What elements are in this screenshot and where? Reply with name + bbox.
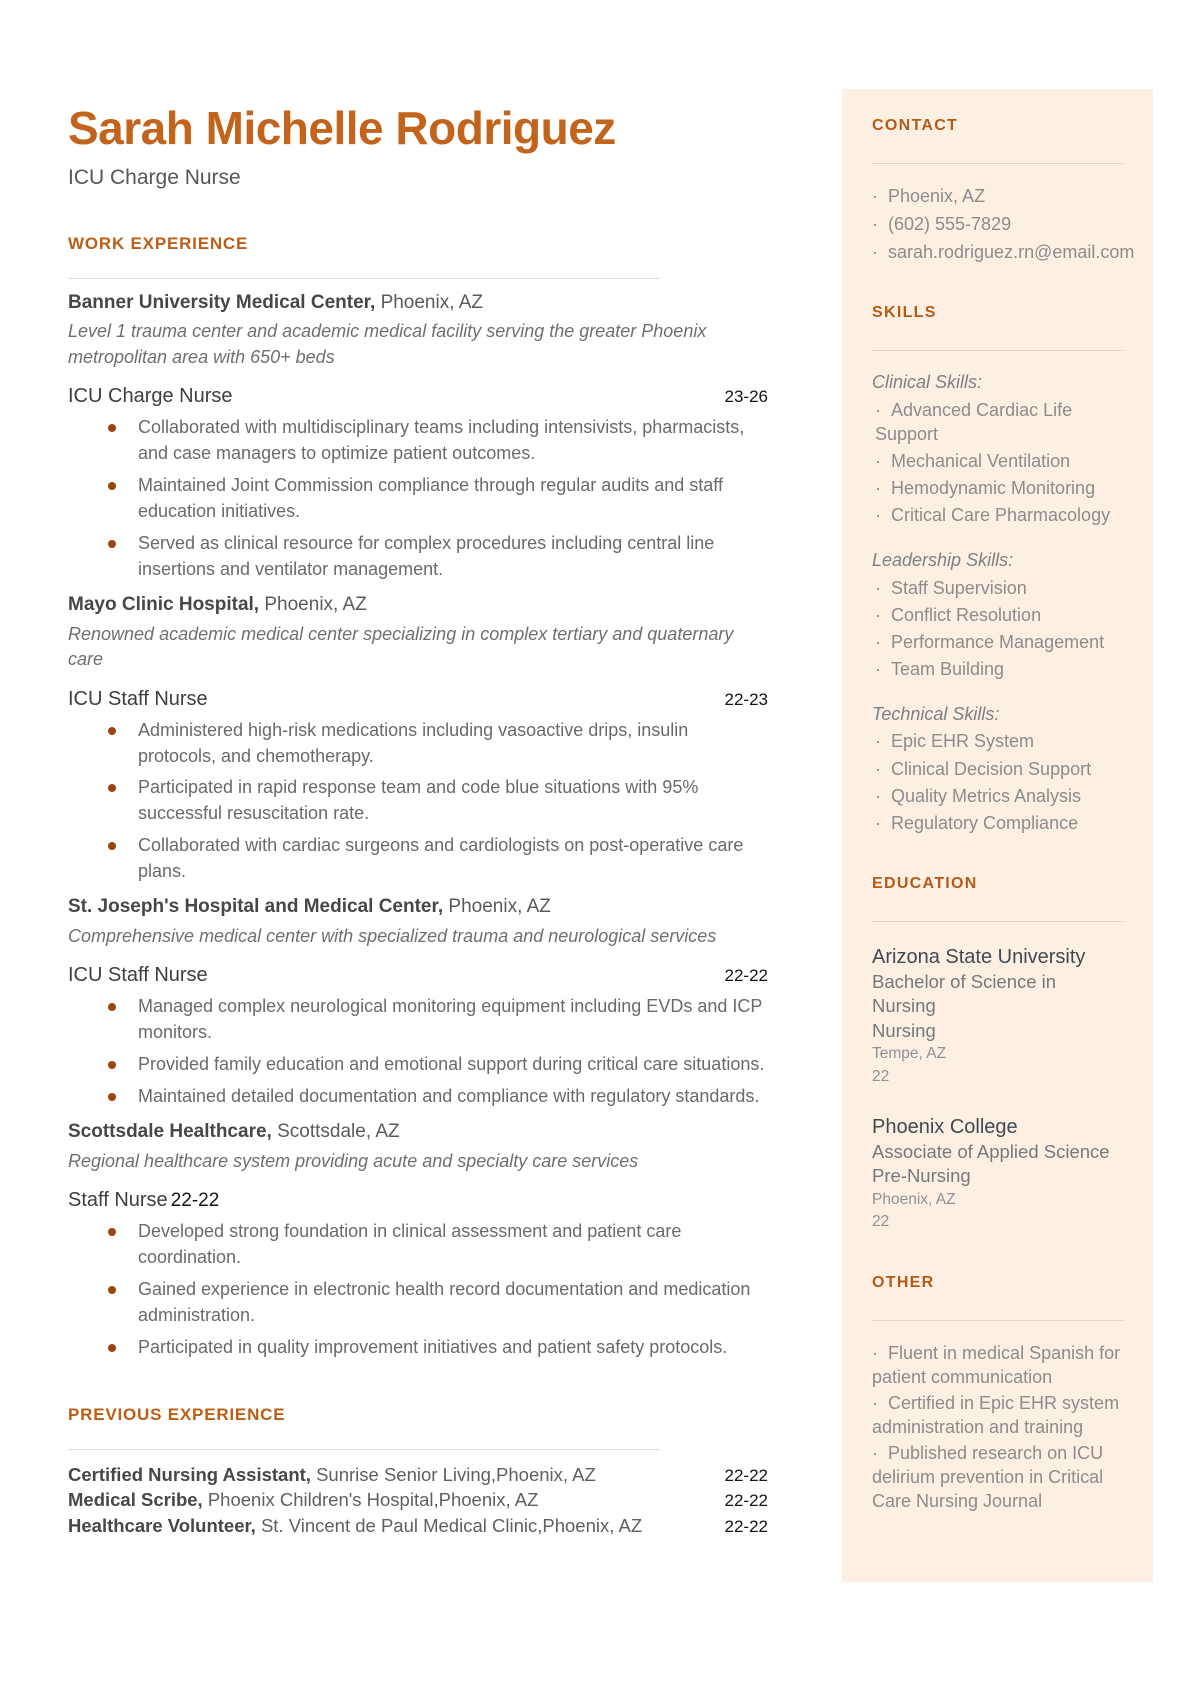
job-title-row: [68, 384, 768, 409]
skill-item: · Hemodynamic Monitoring: [872, 476, 1123, 500]
other-item: · Published research on ICU delirium prevention in Critical Care Nursing Journal: [872, 1441, 1123, 1513]
job-bullet: Participated in quality improvement initiatives and patient safety protocols.: [68, 1335, 768, 1361]
previous-experience-list: [68, 1462, 768, 1539]
job-bullet: Maintained detailed documentation and compliance with regulatory standards.: [68, 1084, 768, 1110]
skill-group-clinical: [872, 371, 1123, 527]
job-title-row: [68, 687, 768, 712]
skill-item: · Staff Supervision: [872, 576, 1123, 600]
previous-org: Phoenix Children's Hospital,Phoenix, AZ: [207, 1489, 539, 1511]
school-name: Arizona State University: [872, 945, 1086, 968]
company-description: Level 1 trauma center and academic medical facility serving the greater Phoenix metropolitan area with 650+ beds: [68, 321, 707, 367]
skill-item: · Team Building: [872, 657, 1123, 681]
section-divider: [68, 278, 660, 279]
company-location: Scottsdale, AZ: [277, 1120, 400, 1142]
previous-org: St. Vincent de Paul Medical Clinic,Phoenix, AZ: [260, 1514, 643, 1536]
company-description: Comprehensive medical center with specialized trauma and neurological services: [68, 925, 717, 946]
company-location: Phoenix, AZ: [264, 593, 367, 615]
contact-phone: · (602) 555-7829: [872, 212, 1123, 236]
job-dates: 22-22: [170, 1190, 220, 1212]
skill-item: · Regulatory Compliance: [872, 811, 1123, 835]
company-name: Mayo Clinic Hospital,: [68, 593, 260, 615]
job-role: ICU Staff Nurse: [68, 687, 208, 710]
other-heading: OTHER: [872, 1273, 935, 1291]
skills-heading: SKILLS: [872, 304, 937, 322]
sidebar-divider: [872, 1320, 1123, 1321]
previous-experience-row: [68, 1513, 768, 1539]
job-bullet: Maintained Joint Commission compliance through regular audits and staff education initiatives.: [68, 473, 768, 525]
company-location: Phoenix, AZ: [380, 291, 484, 313]
job-bullet: Participated in rapid response team and code blue situations with 95% successful resuscitation rate.: [68, 775, 768, 827]
education-heading: EDUCATION: [872, 874, 978, 892]
section-divider: [68, 1449, 660, 1450]
job-role: Staff Nurse: [68, 1189, 168, 1212]
job-bullet: Gained experience in electronic health record documentation and medication administration.: [68, 1277, 768, 1329]
job-entry: [68, 593, 768, 885]
company-description: Regional healthcare system providing acute and specialty care services: [68, 1150, 639, 1171]
main-column: [68, 0, 768, 1538]
school-location: Phoenix, AZ: [872, 1190, 956, 1208]
contact-email: · sarah.rodriguez.rn@email.com: [872, 240, 1123, 264]
skill-item: · Conflict Resolution: [872, 603, 1123, 627]
company-line: [68, 895, 768, 920]
skill-item: · Clinical Decision Support: [872, 757, 1123, 781]
job-bullet: Managed complex neurological monitoring equipment including EVDs and ICP monitors.: [68, 994, 768, 1046]
work-experience-heading: WORK EXPERIENCE: [68, 233, 249, 253]
previous-dates: 22-22: [724, 1465, 768, 1485]
job-entry: [68, 895, 768, 1110]
school-name: Phoenix College: [872, 1116, 1018, 1139]
previous-org: Sunrise Senior Living,Phoenix, AZ: [316, 1463, 596, 1485]
previous-dates: 22-22: [724, 1491, 768, 1511]
sidebar: [842, 89, 1153, 1582]
contact-location: · Phoenix, AZ: [872, 184, 1123, 208]
job-bullet: Served as clinical resource for complex procedures including central line insertions and ventilator management.: [68, 531, 768, 583]
person-name: Sarah Michelle Rodriguez: [68, 102, 616, 154]
school-field: Nursing: [872, 1019, 936, 1041]
job-dates: 23-26: [724, 387, 768, 407]
contact-heading: CONTACT: [872, 117, 959, 134]
job-bullet: Provided family education and emotional support during critical care situations.: [68, 1052, 768, 1078]
previous-experience-row: [68, 1462, 768, 1488]
school-degree: Bachelor of Science in Nursing: [872, 970, 1057, 1017]
previous-dates: 22-22: [724, 1516, 768, 1536]
job-bullet: Collaborated with multidisciplinary teams including intensivists, pharmacists, and case managers to optimize patient outcomes.: [68, 415, 768, 467]
skill-group-label: Technical Skills:: [872, 704, 1000, 725]
skill-group-leadership: [872, 549, 1123, 681]
skill-group-label: Leadership Skills:: [872, 550, 1014, 571]
previous-role-org: [68, 1513, 725, 1539]
skill-group-technical: [872, 703, 1123, 835]
education-entry: [872, 944, 1123, 1088]
skill-item: · Critical Care Pharmacology: [872, 503, 1123, 527]
previous-role-org: [68, 1462, 725, 1488]
company-line: [68, 1120, 768, 1145]
person-job-title: ICU Charge Nurse: [68, 165, 241, 189]
job-title-row: [68, 1188, 768, 1213]
job-role: ICU Charge Nurse: [68, 385, 233, 408]
education-entry: [872, 1114, 1123, 1234]
previous-role-org: [68, 1487, 725, 1513]
job-bullet: Collaborated with cardiac surgeons and cardiologists on post-operative care plans.: [68, 833, 768, 885]
previous-role: Medical Scribe,: [68, 1489, 203, 1511]
previous-experience-heading: PREVIOUS EXPERIENCE: [68, 1404, 286, 1424]
previous-role: Certified Nursing Assistant,: [68, 1463, 311, 1485]
school-degree: Associate of Applied Science: [872, 1141, 1110, 1163]
school-year: 22: [872, 1067, 890, 1085]
company-name: St. Joseph's Hospital and Medical Center,: [68, 896, 444, 918]
skill-item: · Epic EHR System: [872, 729, 1123, 753]
company-name: Scottsdale Healthcare,: [68, 1120, 272, 1142]
sidebar-divider: [872, 921, 1123, 922]
school-field: Pre-Nursing: [872, 1165, 971, 1187]
company-location: Phoenix, AZ: [448, 896, 551, 918]
skill-item: · Advanced Cardiac Life Support: [872, 398, 1123, 446]
skill-item: · Quality Metrics Analysis: [872, 784, 1123, 808]
previous-role: Healthcare Volunteer,: [68, 1514, 256, 1536]
other-item: · Certified in Epic EHR system administration and training: [872, 1391, 1123, 1439]
skill-group-label: Clinical Skills:: [872, 372, 983, 393]
company-line: [68, 291, 768, 316]
job-dates: 22-22: [724, 966, 768, 986]
job-title-row: [68, 963, 768, 988]
company-line: [68, 593, 768, 618]
other-item: · Fluent in medical Spanish for patient communication: [872, 1341, 1123, 1389]
job-entry: [68, 1120, 768, 1361]
sidebar-divider: [872, 163, 1123, 164]
job-role: ICU Staff Nurse: [68, 964, 208, 987]
job-entry: [68, 291, 768, 583]
school-year: 22: [872, 1213, 890, 1231]
school-location: Tempe, AZ: [872, 1045, 947, 1063]
previous-experience-row: [68, 1487, 768, 1513]
company-description: Renowned academic medical center specializing in complex tertiary and quaternary care: [68, 623, 734, 670]
job-dates: 22-23: [724, 689, 768, 709]
sidebar-divider: [872, 350, 1123, 351]
job-bullet: Administered high-risk medications including vasoactive drips, insulin protocols, and chemotherapy.: [68, 718, 768, 770]
skill-item: · Mechanical Ventilation: [872, 449, 1123, 473]
job-bullet: Developed strong foundation in clinical assessment and patient care coordination.: [68, 1219, 768, 1271]
company-name: Banner University Medical Center,: [68, 291, 376, 313]
skill-item: · Performance Management: [872, 630, 1123, 654]
